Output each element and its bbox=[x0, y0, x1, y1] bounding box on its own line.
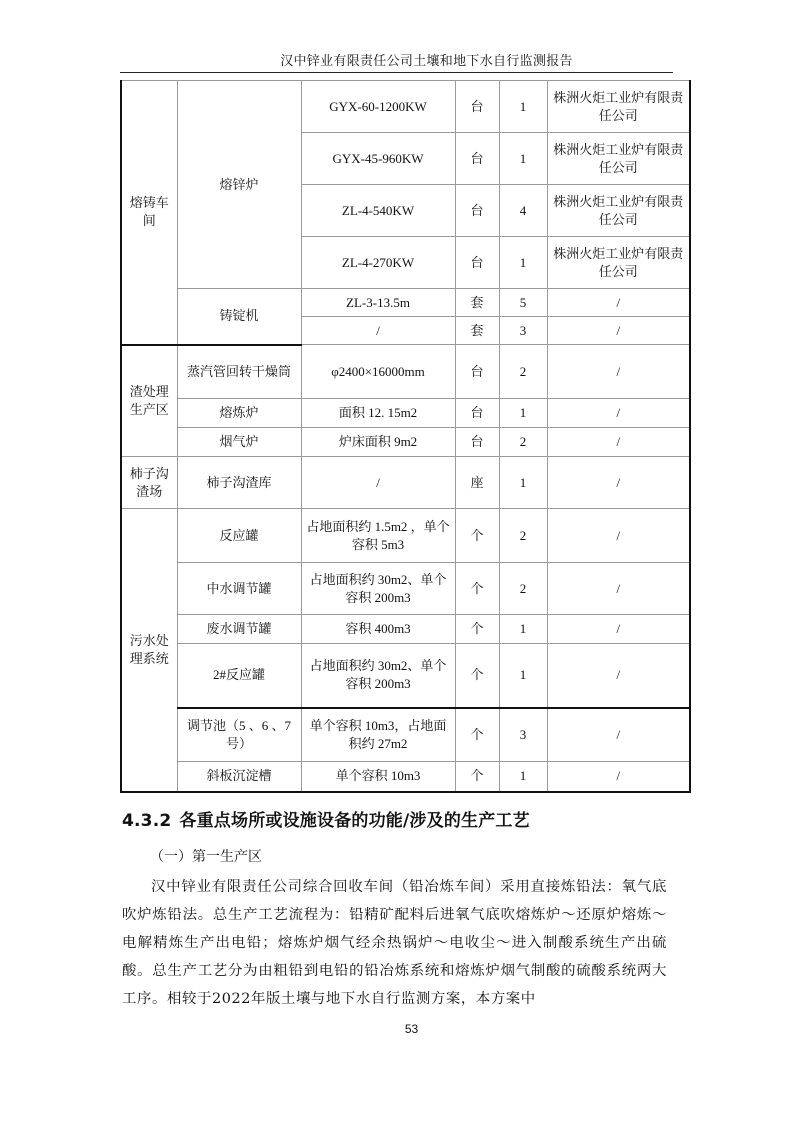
running-header bbox=[0, 50, 793, 69]
section-heading bbox=[122, 806, 530, 831]
unit-cell: 座 bbox=[455, 457, 499, 509]
section-number: 4.3.2 bbox=[122, 811, 172, 831]
table-row bbox=[121, 509, 690, 563]
maker-cell: / bbox=[547, 457, 690, 509]
unit-cell: 个 bbox=[455, 762, 499, 792]
equipment-cell: 调节池（5 、6 、7号） bbox=[177, 708, 301, 762]
maker-cell: / bbox=[547, 615, 690, 644]
area-cell: 柿子沟渣场 bbox=[121, 457, 177, 509]
model-cell: 占地面积约 30m2、单个容积 200m3 bbox=[301, 563, 455, 615]
unit-cell: 台 bbox=[455, 81, 499, 133]
maker-cell: 株洲火炬工业炉有限责任公司 bbox=[547, 185, 690, 237]
maker-cell: / bbox=[547, 644, 690, 708]
unit-cell: 台 bbox=[455, 185, 499, 237]
unit-cell: 个 bbox=[455, 708, 499, 762]
qty-cell: 2 bbox=[499, 509, 547, 563]
unit-cell: 套 bbox=[455, 289, 499, 317]
header-rule bbox=[120, 72, 673, 73]
maker-cell: / bbox=[547, 762, 690, 792]
table-row bbox=[121, 644, 690, 708]
unit-cell: 个 bbox=[455, 509, 499, 563]
equipment-cell: 熔锌炉 bbox=[177, 81, 301, 289]
unit-cell: 台 bbox=[455, 428, 499, 457]
body-paragraph: 汉中锌业有限责任公司综合回收车间（铅冶炼车间）采用直接炼铅法：氧气底吹炉炼铅法。总生产工艺流程为：铅精矿配料后进氧气底吹熔炼炉～还原炉熔炼～电解精炼生产出电铅；熔炼炉烟气经余热锅炉～电收尘～进入制酸系统生产出硫酸。总生产工艺分为由粗铅到电铅的铅冶炼系统和熔炼炉烟气制酸的硫酸系统两大工序。相较于2022年版土壤与地下水自行监测方案，本方案中 bbox=[122, 879, 667, 1007]
table-row bbox=[121, 289, 690, 317]
model-cell: 炉床面积 9m2 bbox=[301, 428, 455, 457]
unit-cell: 个 bbox=[455, 615, 499, 644]
maker-cell: 株洲火炬工业炉有限责任公司 bbox=[547, 81, 690, 133]
qty-cell: 5 bbox=[499, 289, 547, 317]
qty-cell: 2 bbox=[499, 345, 547, 399]
table-row bbox=[121, 563, 690, 615]
running-header-text: 汉中锌业有限责任公司土壤和地下水自行监测报告 bbox=[280, 54, 573, 69]
table-row bbox=[121, 345, 690, 399]
unit-cell: 台 bbox=[455, 133, 499, 185]
table-row bbox=[121, 615, 690, 644]
unit-cell: 套 bbox=[455, 317, 499, 345]
area-cell: 渣处理生产区 bbox=[121, 345, 177, 457]
equipment-cell: 2#反应罐 bbox=[177, 644, 301, 708]
qty-cell: 2 bbox=[499, 428, 547, 457]
table-row bbox=[121, 428, 690, 457]
model-cell: 单个容积 10m3，占地面积约 27m2 bbox=[301, 708, 455, 762]
maker-cell: / bbox=[547, 345, 690, 399]
maker-cell: 株洲火炬工业炉有限责任公司 bbox=[547, 237, 690, 289]
area-cell: 污水处理系统 bbox=[121, 509, 177, 792]
table-row bbox=[121, 708, 690, 762]
table-row bbox=[121, 457, 690, 509]
model-cell: φ2400×16000mm bbox=[301, 345, 455, 399]
maker-cell: / bbox=[547, 289, 690, 317]
qty-cell: 1 bbox=[499, 762, 547, 792]
model-cell: 面积 12. 15m2 bbox=[301, 399, 455, 428]
unit-cell: 台 bbox=[455, 399, 499, 428]
equipment-cell: 熔炼炉 bbox=[177, 399, 301, 428]
equipment-table bbox=[120, 80, 691, 793]
model-cell: 占地面积约 30m2、单个容积 200m3 bbox=[301, 644, 455, 708]
qty-cell: 1 bbox=[499, 237, 547, 289]
maker-cell: / bbox=[547, 708, 690, 762]
unit-cell: 台 bbox=[455, 345, 499, 399]
equipment-cell: 铸锭机 bbox=[177, 289, 301, 345]
unit-cell: 台 bbox=[455, 237, 499, 289]
model-cell: / bbox=[301, 457, 455, 509]
maker-cell: 株洲火炬工业炉有限责任公司 bbox=[547, 133, 690, 185]
sub-heading: （一）第一生产区 bbox=[150, 849, 262, 865]
model-cell: 占地面积约 1.5m2 ，单个容积 5m3 bbox=[301, 509, 455, 563]
maker-cell: / bbox=[547, 399, 690, 428]
model-cell: 单个容积 10m3 bbox=[301, 762, 455, 792]
maker-cell: / bbox=[547, 428, 690, 457]
page-number: 53 bbox=[404, 1022, 419, 1036]
qty-cell: 1 bbox=[499, 81, 547, 133]
maker-cell: / bbox=[547, 509, 690, 563]
qty-cell: 1 bbox=[499, 457, 547, 509]
model-cell: ZL-4-540KW bbox=[301, 185, 455, 237]
qty-cell: 3 bbox=[499, 708, 547, 762]
qty-cell: 1 bbox=[499, 133, 547, 185]
qty-cell: 1 bbox=[499, 615, 547, 644]
equipment-cell: 斜板沉淀槽 bbox=[177, 762, 301, 792]
qty-cell: 2 bbox=[499, 563, 547, 615]
model-cell: ZL-3-13.5m bbox=[301, 289, 455, 317]
equipment-cell: 烟气炉 bbox=[177, 428, 301, 457]
equipment-cell: 柿子沟渣库 bbox=[177, 457, 301, 509]
table-row bbox=[121, 399, 690, 428]
qty-cell: 4 bbox=[499, 185, 547, 237]
equipment-cell: 中水调节罐 bbox=[177, 563, 301, 615]
maker-cell: / bbox=[547, 317, 690, 345]
qty-cell: 1 bbox=[499, 644, 547, 708]
equipment-cell: 废水调节罐 bbox=[177, 615, 301, 644]
equipment-cell: 反应罐 bbox=[177, 509, 301, 563]
table-row bbox=[121, 81, 690, 133]
model-cell: ZL-4-270KW bbox=[301, 237, 455, 289]
unit-cell: 个 bbox=[455, 644, 499, 708]
equipment-cell: 蒸汽管回转干燥筒 bbox=[177, 345, 301, 399]
model-cell: / bbox=[301, 317, 455, 345]
model-cell: GYX-60-1200KW bbox=[301, 81, 455, 133]
area-cell: 熔铸车间 bbox=[121, 81, 177, 345]
model-cell: GYX-45-960KW bbox=[301, 133, 455, 185]
table-row bbox=[121, 762, 690, 792]
qty-cell: 3 bbox=[499, 317, 547, 345]
unit-cell: 个 bbox=[455, 563, 499, 615]
maker-cell: / bbox=[547, 563, 690, 615]
section-title: 各重点场所或设施设备的功能/涉及的生产工艺 bbox=[179, 811, 530, 831]
model-cell: 容积 400m3 bbox=[301, 615, 455, 644]
qty-cell: 1 bbox=[499, 399, 547, 428]
